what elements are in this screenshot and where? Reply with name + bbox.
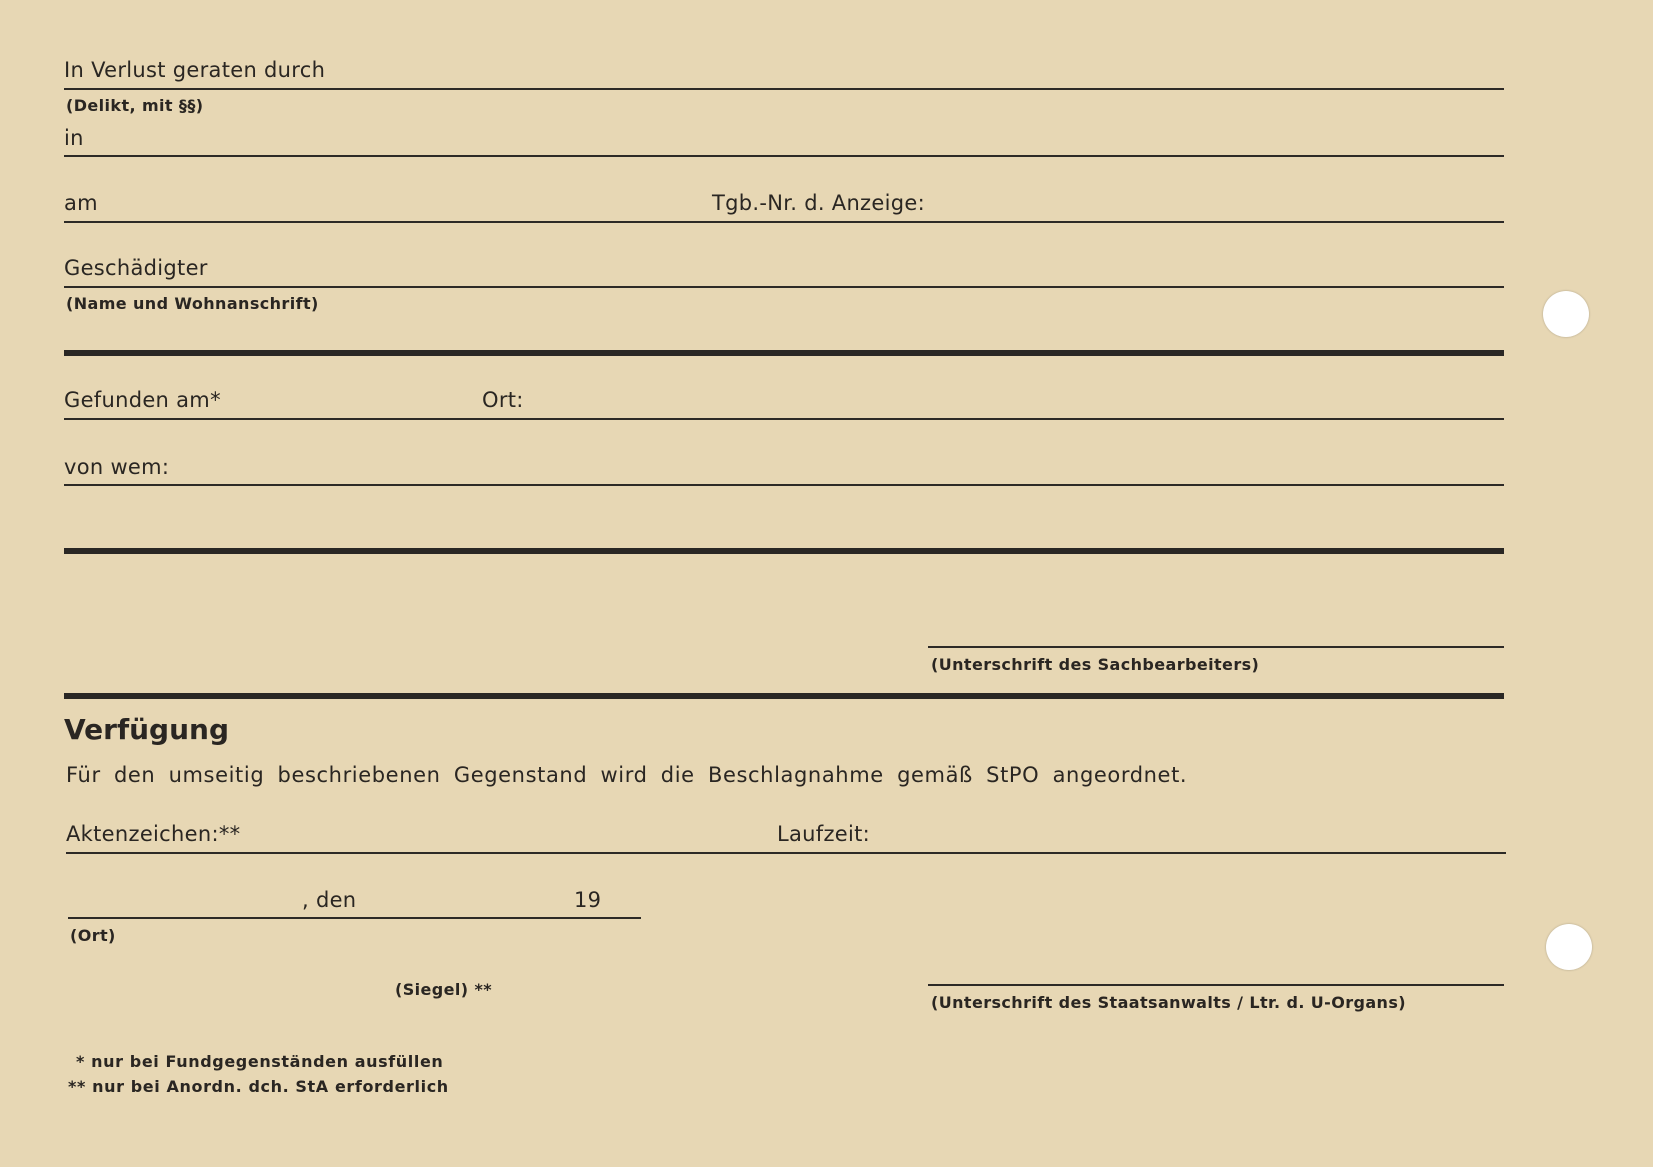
ort-datum-line[interactable] <box>68 917 641 919</box>
ort-label: Ort: <box>482 388 524 412</box>
geschaedigter-line[interactable] <box>64 286 1504 288</box>
gefunden-label: Gefunden am* <box>64 388 221 412</box>
ort-sublabel: (Ort) <box>70 926 116 945</box>
punch-hole-bottom <box>1546 924 1592 970</box>
von-wem-line[interactable] <box>64 484 1504 486</box>
sachbearbeiter-signature-line[interactable] <box>928 646 1504 648</box>
verlust-label: In Verlust geraten durch <box>64 58 326 82</box>
tgb-label: Tgb.-Nr. d. Anzeige: <box>712 191 925 215</box>
geschaedigter-label: Geschädigter <box>64 256 208 280</box>
in-line[interactable] <box>64 155 1504 157</box>
verlust-sublabel: (Delikt, mit §§) <box>66 96 204 115</box>
am-line[interactable] <box>64 221 1504 223</box>
aktenzeichen-line[interactable] <box>66 852 1506 854</box>
footnote-1: * nur bei Fundgegenständen ausfüllen <box>76 1052 444 1071</box>
verfuegung-text: Für den umseitig beschriebenen Gegenstand wird die Beschlagnahme gemäß StPO angeordnet. <box>66 763 1188 787</box>
verlust-line[interactable] <box>64 88 1504 90</box>
staatsanwalt-signature-line[interactable] <box>928 984 1504 986</box>
geschaedigter-sublabel: (Name und Wohnanschrift) <box>66 294 319 313</box>
am-label: am <box>64 191 98 215</box>
verfuegung-heading: Verfügung <box>64 713 230 746</box>
sachbearbeiter-signature-label: (Unterschrift des Sachbearbeiters) <box>931 655 1260 674</box>
laufzeit-label: Laufzeit: <box>777 822 871 846</box>
siegel-label: (Siegel) ** <box>395 980 492 999</box>
staatsanwalt-signature-label: (Unterschrift des Staatsanwalts / Ltr. d. U-Organs) <box>931 993 1406 1012</box>
section-divider-2 <box>64 548 1504 554</box>
in-label: in <box>64 126 84 150</box>
footnote-2: ** nur bei Anordn. dch. StA erforderlich <box>68 1077 449 1096</box>
punch-hole-top <box>1543 291 1589 337</box>
von-wem-label: von wem: <box>64 455 170 479</box>
section-divider-1 <box>64 350 1504 356</box>
section-divider-3 <box>64 693 1504 699</box>
aktenzeichen-label: Aktenzeichen:** <box>66 822 241 846</box>
den-label: , den <box>302 888 357 912</box>
gefunden-line[interactable] <box>64 418 1504 420</box>
year-label: 19 <box>574 888 602 912</box>
